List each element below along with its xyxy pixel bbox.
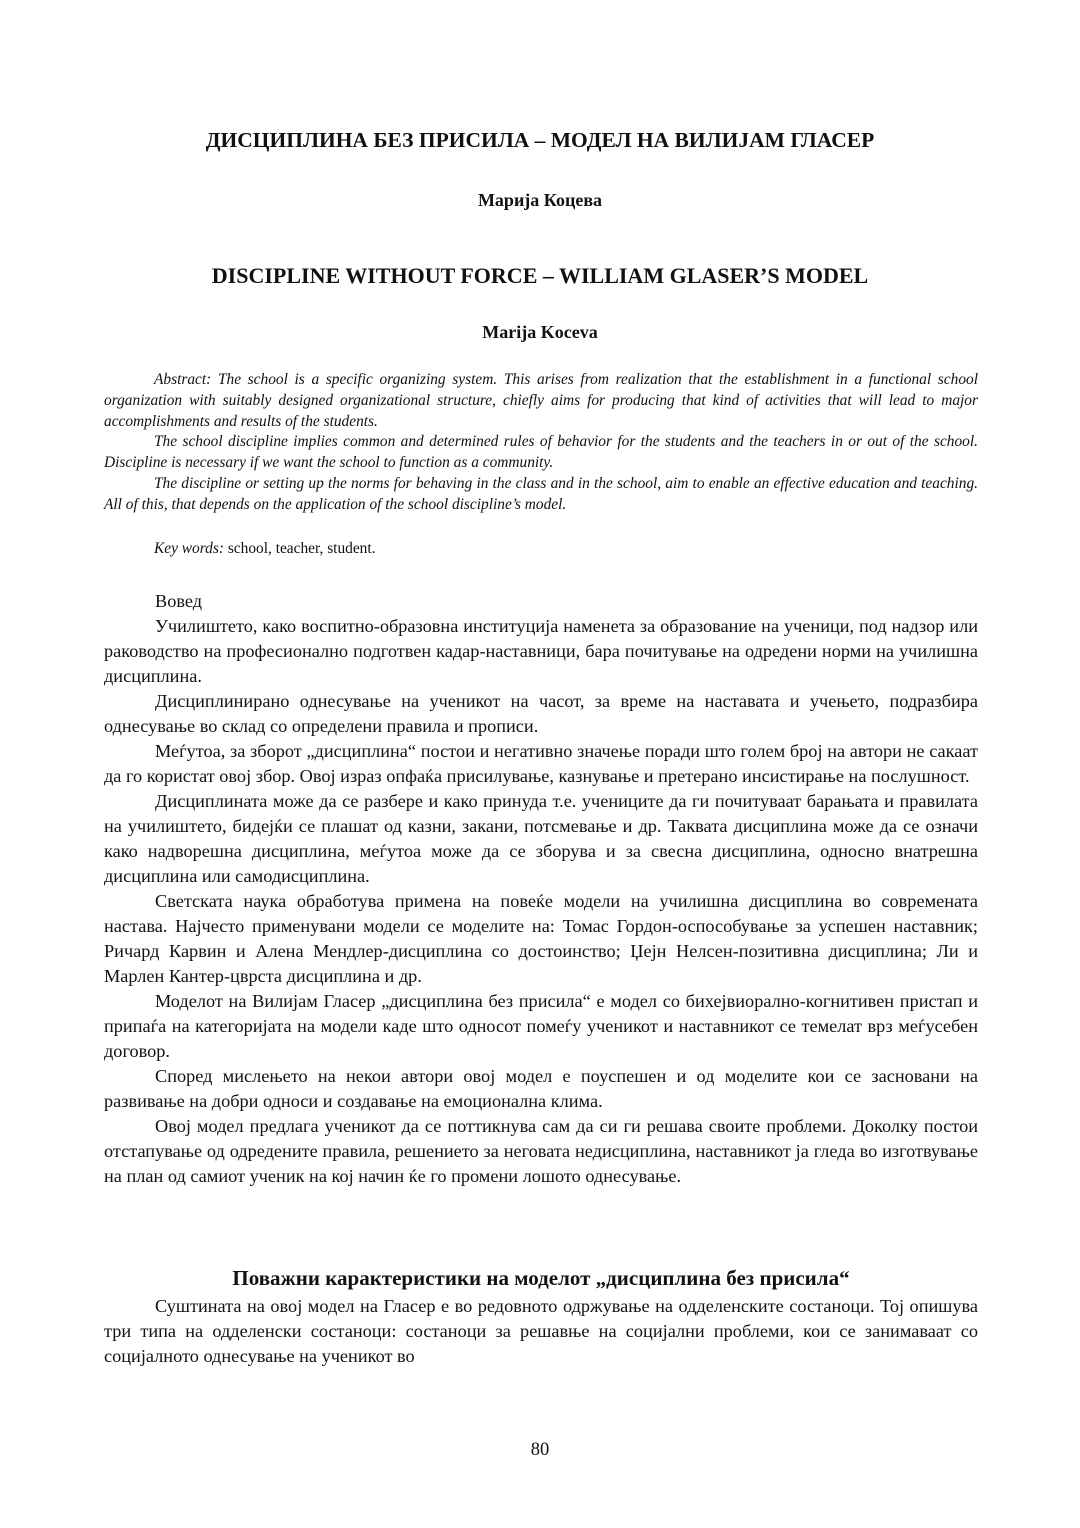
section-heading-characteristics: Поважни карактеристики на моделот „дисциплина без присила“ xyxy=(232,1266,850,1290)
introduction-section xyxy=(104,589,978,1189)
body-paragraph: Моделот на Вилијам Гласер „дисциплина без присила“ е модел со бихејвиорално-когнитивен пристап и припаѓа на категоријата на модели каде што односот помеѓу ученикот и наставникот се темелат врз меѓусебен договор. xyxy=(104,991,978,1061)
paper-title-english: DISCIPLINE WITHOUT FORCE – WILLIAM GLASER’S MODEL xyxy=(211,263,869,288)
abstract-paragraph: The discipline or setting up the norms for behaving in the class and in the school, aim to enable an effective education and teaching. All of this, that depends on the application of the school discipline’s model. xyxy=(104,474,978,513)
characteristics-section xyxy=(104,1294,978,1369)
author-name-macedonian: Марија Коцева xyxy=(477,190,603,210)
body-paragraph: Овој модел предлага ученикот да се поттикнува сам да си ги решава своите проблеми. Доколку постои отстапување од одредените правила, решението за неговата недисциплина, наставникот ја гледа во изготвување на план од самиот ученик на кој начин ќе го промени лошото однесување. xyxy=(104,1116,978,1186)
body-paragraph: Дисциплината може да се разбере и како принуда т.е. учениците да ги почитуваат барањата и правилата на училиштето, бидејќи се плашат од казни, закани, потсмевање и др. Таквата дисциплина може да се означи како надворешна дисциплина, меѓутоа може да се зборува и за свесна дисциплина, односно внатрешна дисциплина или самодисциплина. xyxy=(104,791,978,886)
body-paragraph: Дисциплинирано однесување на ученикот на часот, за време на наставата и учењето, подразбира однесување во склад со определени правила и прописи. xyxy=(104,691,978,736)
keywords xyxy=(154,538,376,560)
keywords-value: school, teacher, student. xyxy=(223,540,376,557)
author-name-english: Marija Koceva xyxy=(482,322,598,342)
abstract-paragraph: The school discipline implies common and determined rules of behavior for the students and the teachers in or out of the school. Discipline is necessary if we want the school to function as a community. xyxy=(104,433,978,472)
body-paragraph: Според мислењето на некои автори овој модел е поуспешен и од моделите кои се засновани на развивање на добри односи и создавање на емоционална клима. xyxy=(104,1066,978,1111)
body-paragraph: Светската наука обработува примена на повеќе модели на училишна дисциплина во современата настава. Најчесто применувани модели се моделите на: Томас Гордон-оспособување за успешен наставник; Ричард Карвин и Алена Мендлер-дисциплина со достоинство; Џејн Нелсен-позитивна дисциплина; Ли и Марлен Кантер-цврста дисциплина и др. xyxy=(104,891,978,986)
abstract-paragraph: Abstract: The school is a specific organizing system. This arises from realization that the establishment in a functional school organization with suitably designed organizational structure, chiefly aims for producing that kind of activities that will lead to major accomplishments and results of the students. xyxy=(104,371,978,430)
section-heading-intro: Вовед xyxy=(155,591,203,611)
page-number: 80 xyxy=(530,1440,550,1460)
body-paragraph: Училиштето, како воспитно-образовна институција наменета за образование на ученици, под надзор или раководство на професионално подготвен кадар-наставници, бара почитување на одредени норми на училишна дисциплина. xyxy=(104,616,978,686)
abstract xyxy=(104,370,978,516)
paper-title-macedonian: ДИСЦИПЛИНА БЕЗ ПРИСИЛА – МОДЕЛ НА ВИЛИЈАМ ГЛАСЕР xyxy=(205,128,875,152)
keywords-label: Key words: xyxy=(154,540,224,557)
body-paragraph: Меѓутоа, за зборот „дисциплина“ постои и негативно значење поради што голем број на автори не сакаат да го користат овој збор. Овој израз опфаќа присилување, казнување и претерано инсистирање на послушност. xyxy=(104,741,978,786)
body-paragraph: Суштината на овој модел на Гласер е во редовното одржување на одделенските состаноци. Тој опишува три типа на одделенски состаноци: состаноци за решавње на социјални проблеми, кои се занимаваат со социјалното однесување на ученикот во xyxy=(104,1296,978,1366)
